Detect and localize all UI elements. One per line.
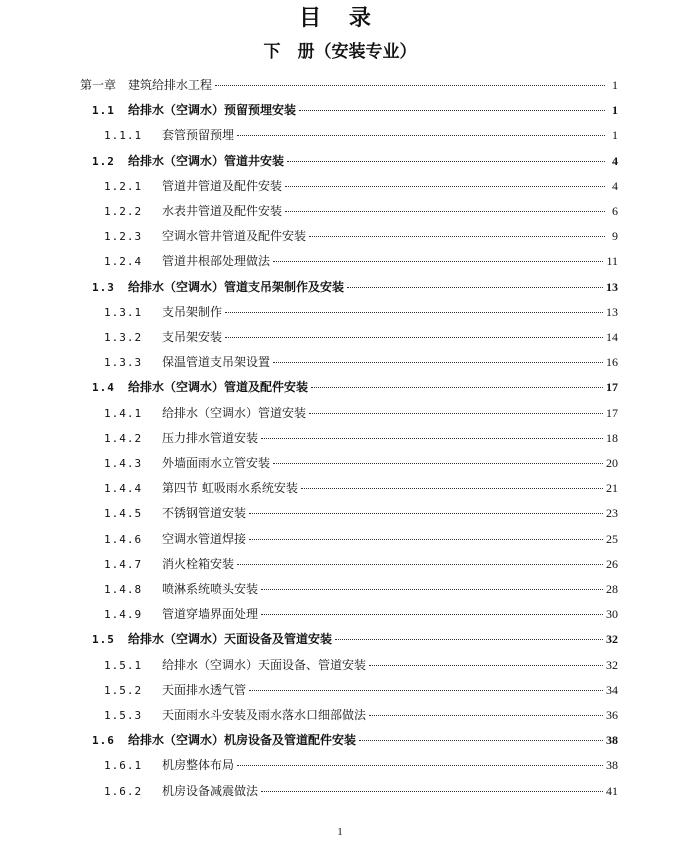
toc-dot-leader	[261, 614, 603, 615]
toc-entry-label: 给排水（空调水）预留预埋安装	[128, 103, 297, 118]
toc-entry-number: 1.5.2	[104, 683, 143, 697]
toc-entry[interactable]	[80, 604, 618, 624]
toc-entry[interactable]	[80, 680, 618, 700]
toc-entry[interactable]	[80, 226, 618, 246]
toc-entry[interactable]	[80, 201, 618, 221]
toc-entry-page: 30	[606, 607, 618, 622]
toc-dot-leader	[309, 236, 605, 237]
toc-entry[interactable]	[80, 75, 618, 95]
toc-entry[interactable]	[80, 705, 618, 725]
toc-entry-label: 消火栓箱安装	[162, 556, 235, 571]
toc-dot-leader	[249, 690, 603, 691]
toc-entry-page: 1	[612, 78, 618, 92]
toc-entry-number: 1.4.8	[104, 583, 143, 596]
toc-dot-leader	[237, 765, 603, 766]
toc-entry-number: 1.4.1	[104, 406, 143, 420]
toc-entry-number: 1.5	[92, 633, 115, 647]
toc-entry[interactable]	[80, 125, 618, 145]
toc-entry-page: 25	[606, 531, 618, 546]
toc-entry-page: 23	[606, 506, 618, 521]
toc-entry-number: 1.5.3	[104, 709, 143, 722]
toc-entry-number: 1.4.5	[104, 507, 143, 521]
toc-entry[interactable]	[80, 403, 618, 423]
page-number: 1	[337, 826, 343, 838]
toc-dot-leader	[285, 211, 605, 212]
toc-entry[interactable]	[80, 100, 618, 120]
toc-entry-label: 压力排水管道安装	[162, 430, 259, 445]
toc-entry[interactable]	[80, 377, 618, 397]
toc-entry-label: 天面排水透气管	[162, 682, 247, 697]
toc-dot-leader	[273, 261, 603, 262]
page-subtitle: 下 册（安装专业）	[263, 42, 417, 62]
toc-entry-label: 机房整体布局	[162, 758, 235, 773]
toc-entry[interactable]	[80, 151, 618, 171]
toc-entry-page: 20	[606, 456, 618, 470]
toc-dot-leader	[225, 312, 603, 313]
toc-entry-label: 给排水（空调水）天面设备及管道安装	[128, 632, 333, 647]
toc-entry[interactable]	[80, 453, 618, 473]
toc-dot-leader	[299, 110, 605, 111]
toc-dot-leader	[237, 135, 605, 136]
toc-entry[interactable]	[80, 755, 618, 775]
toc-entry-label: 给排水（空调水）管道安装	[162, 405, 307, 420]
toc-entry-label: 管道井根部处理做法	[162, 254, 271, 269]
toc-entry-number: 1.3	[92, 280, 115, 294]
toc-dot-leader	[249, 539, 603, 540]
toc-entry-label: 外墙面雨水立管安装	[162, 456, 271, 470]
toc-entry-label: 第四节 虹吸雨水系统安装	[162, 481, 298, 496]
toc-entry[interactable]	[80, 352, 618, 372]
toc-entry-number: 1.4.7	[104, 557, 143, 571]
toc-dot-leader	[215, 85, 605, 86]
toc-entry[interactable]	[80, 302, 618, 322]
toc-entry-label: 不锈钢管道安装	[162, 506, 247, 521]
toc-dot-leader	[261, 438, 603, 439]
toc-entry[interactable]	[80, 730, 618, 750]
toc-entry[interactable]	[80, 428, 618, 448]
toc-entry-label: 水表井管道及配件安装	[162, 204, 283, 218]
toc-entry-number: 1.3.2	[104, 331, 143, 344]
toc-entry[interactable]	[80, 478, 618, 498]
toc-entry-page: 16	[606, 355, 618, 370]
toc-dot-leader	[369, 715, 603, 716]
toc-entry-page: 1	[612, 103, 618, 118]
page-title: 目 录	[299, 6, 381, 31]
toc-entry-label: 给排水（空调水）机房设备及管道配件安装	[128, 733, 357, 748]
toc-entry-page: 18	[606, 430, 618, 445]
toc-dot-leader	[225, 337, 603, 338]
toc-entry-number: 1.5.1	[104, 658, 143, 672]
toc-entry-label: 给排水（空调水）管道支吊架制作及安装	[128, 279, 345, 294]
toc-entry-page: 32	[606, 632, 618, 647]
toc-entry-page: 13	[606, 304, 618, 319]
toc-entry-label: 喷淋系统喷头安装	[162, 582, 259, 596]
toc-entry-number: 1.4.2	[104, 431, 143, 445]
toc-entry-label: 空调水管井管道及配件安装	[162, 229, 307, 244]
toc-dot-leader	[273, 463, 603, 464]
toc-entry-page: 9	[612, 229, 618, 244]
toc-entry-label: 机房设备减震做法	[162, 783, 259, 798]
toc-entry-page: 13	[606, 279, 618, 294]
toc-dot-leader	[309, 413, 603, 414]
toc-entry-label: 支吊架安装	[162, 330, 223, 344]
toc-entry[interactable]	[80, 277, 618, 297]
toc-entry-number: 1.2.1	[104, 179, 143, 193]
toc-entry[interactable]	[80, 781, 618, 801]
toc-entry-page: 21	[606, 481, 618, 496]
toc-entry-number: 1.6	[92, 734, 115, 748]
toc-entry-label: 给排水（空调水）管道井安装	[128, 153, 285, 168]
toc-entry-label: 天面雨水斗安装及雨水落水口细部做法	[162, 708, 367, 722]
toc-entry[interactable]	[80, 655, 618, 675]
toc-entry-page: 4	[612, 178, 618, 193]
toc-dot-leader	[335, 639, 603, 640]
toc-entry[interactable]	[80, 529, 618, 549]
toc-dot-leader	[261, 589, 603, 590]
toc-dot-leader	[273, 362, 603, 363]
toc-entry-page: 26	[606, 556, 618, 571]
toc-entry-number: 1.2.4	[104, 255, 143, 269]
toc-entry[interactable]	[80, 554, 618, 574]
toc-entry-number: 1.3.1	[104, 305, 143, 319]
toc-dot-leader	[301, 488, 603, 489]
toc-entry-label: 给排水（空调水）天面设备、管道安装	[162, 657, 367, 672]
toc-entry-label: 给排水（空调水）管道及配件安装	[128, 380, 309, 395]
toc-entry-page: 34	[606, 682, 618, 697]
toc-entry[interactable]	[80, 176, 618, 196]
toc-entry-page: 1	[612, 128, 618, 143]
toc-entry-page: 17	[606, 380, 618, 395]
toc-entry-label: 套管预留预埋	[162, 128, 235, 143]
toc-entry-page: 38	[606, 758, 618, 773]
toc-entry-page: 11	[606, 254, 618, 269]
toc-dot-leader	[249, 513, 603, 514]
toc-entry-page: 4	[612, 153, 618, 168]
toc-entry-label: 管道穿墙界面处理	[162, 607, 259, 622]
toc-entry[interactable]	[80, 503, 618, 523]
toc-entry-page: 28	[606, 582, 618, 596]
toc-entry-number: 1.4.6	[104, 532, 143, 546]
toc-entry-label: 保温管道支吊架设置	[162, 355, 271, 370]
toc-dot-leader	[261, 791, 603, 792]
toc-entry-number: 1.6.1	[104, 759, 143, 773]
toc-dot-leader	[311, 387, 603, 388]
toc-entry-page: 32	[606, 657, 618, 672]
toc-entry-number: 1.3.3	[104, 356, 143, 370]
toc-entry-label: 支吊架制作	[162, 304, 223, 319]
toc-entry-page: 17	[606, 405, 618, 420]
toc-entry-number: 1.4.3	[104, 457, 143, 470]
toc-entry-number: 1.4	[92, 381, 115, 395]
toc-dot-leader	[359, 740, 603, 741]
toc-entry-page: 41	[606, 783, 618, 798]
toc-entry[interactable]	[80, 251, 618, 271]
toc-dot-leader	[369, 665, 603, 666]
toc-dot-leader	[347, 287, 603, 288]
toc-dot-leader	[237, 564, 603, 565]
toc-entry-number: 1.4.9	[104, 608, 143, 622]
toc-entry[interactable]	[80, 579, 618, 599]
toc-entry-number: 1.4.4	[104, 482, 143, 496]
toc-entry-number: 1.6.2	[104, 784, 143, 798]
toc-entry-number: 1.2.3	[104, 230, 143, 244]
toc-entry-page: 38	[606, 733, 618, 748]
toc-entry-page: 6	[612, 204, 618, 218]
toc-entry-label: 空调水管道焊接	[162, 531, 247, 546]
toc-entry-number: 1.1	[92, 104, 115, 118]
toc-entry-number: 1.2.2	[104, 205, 143, 218]
toc-entry-number: 1.1.1	[104, 129, 143, 143]
toc-entry[interactable]	[80, 629, 618, 649]
toc-entry[interactable]	[80, 327, 618, 347]
toc-entry-page: 14	[606, 330, 618, 344]
toc-entry-label: 管道井管道及配件安装	[162, 178, 283, 193]
toc-dot-leader	[287, 161, 605, 162]
toc-entry-label: 第一章 建筑给排水工程	[80, 78, 213, 92]
toc-dot-leader	[285, 186, 605, 187]
toc-entry-page: 36	[606, 708, 618, 722]
toc-entry-number: 1.2	[92, 154, 115, 168]
